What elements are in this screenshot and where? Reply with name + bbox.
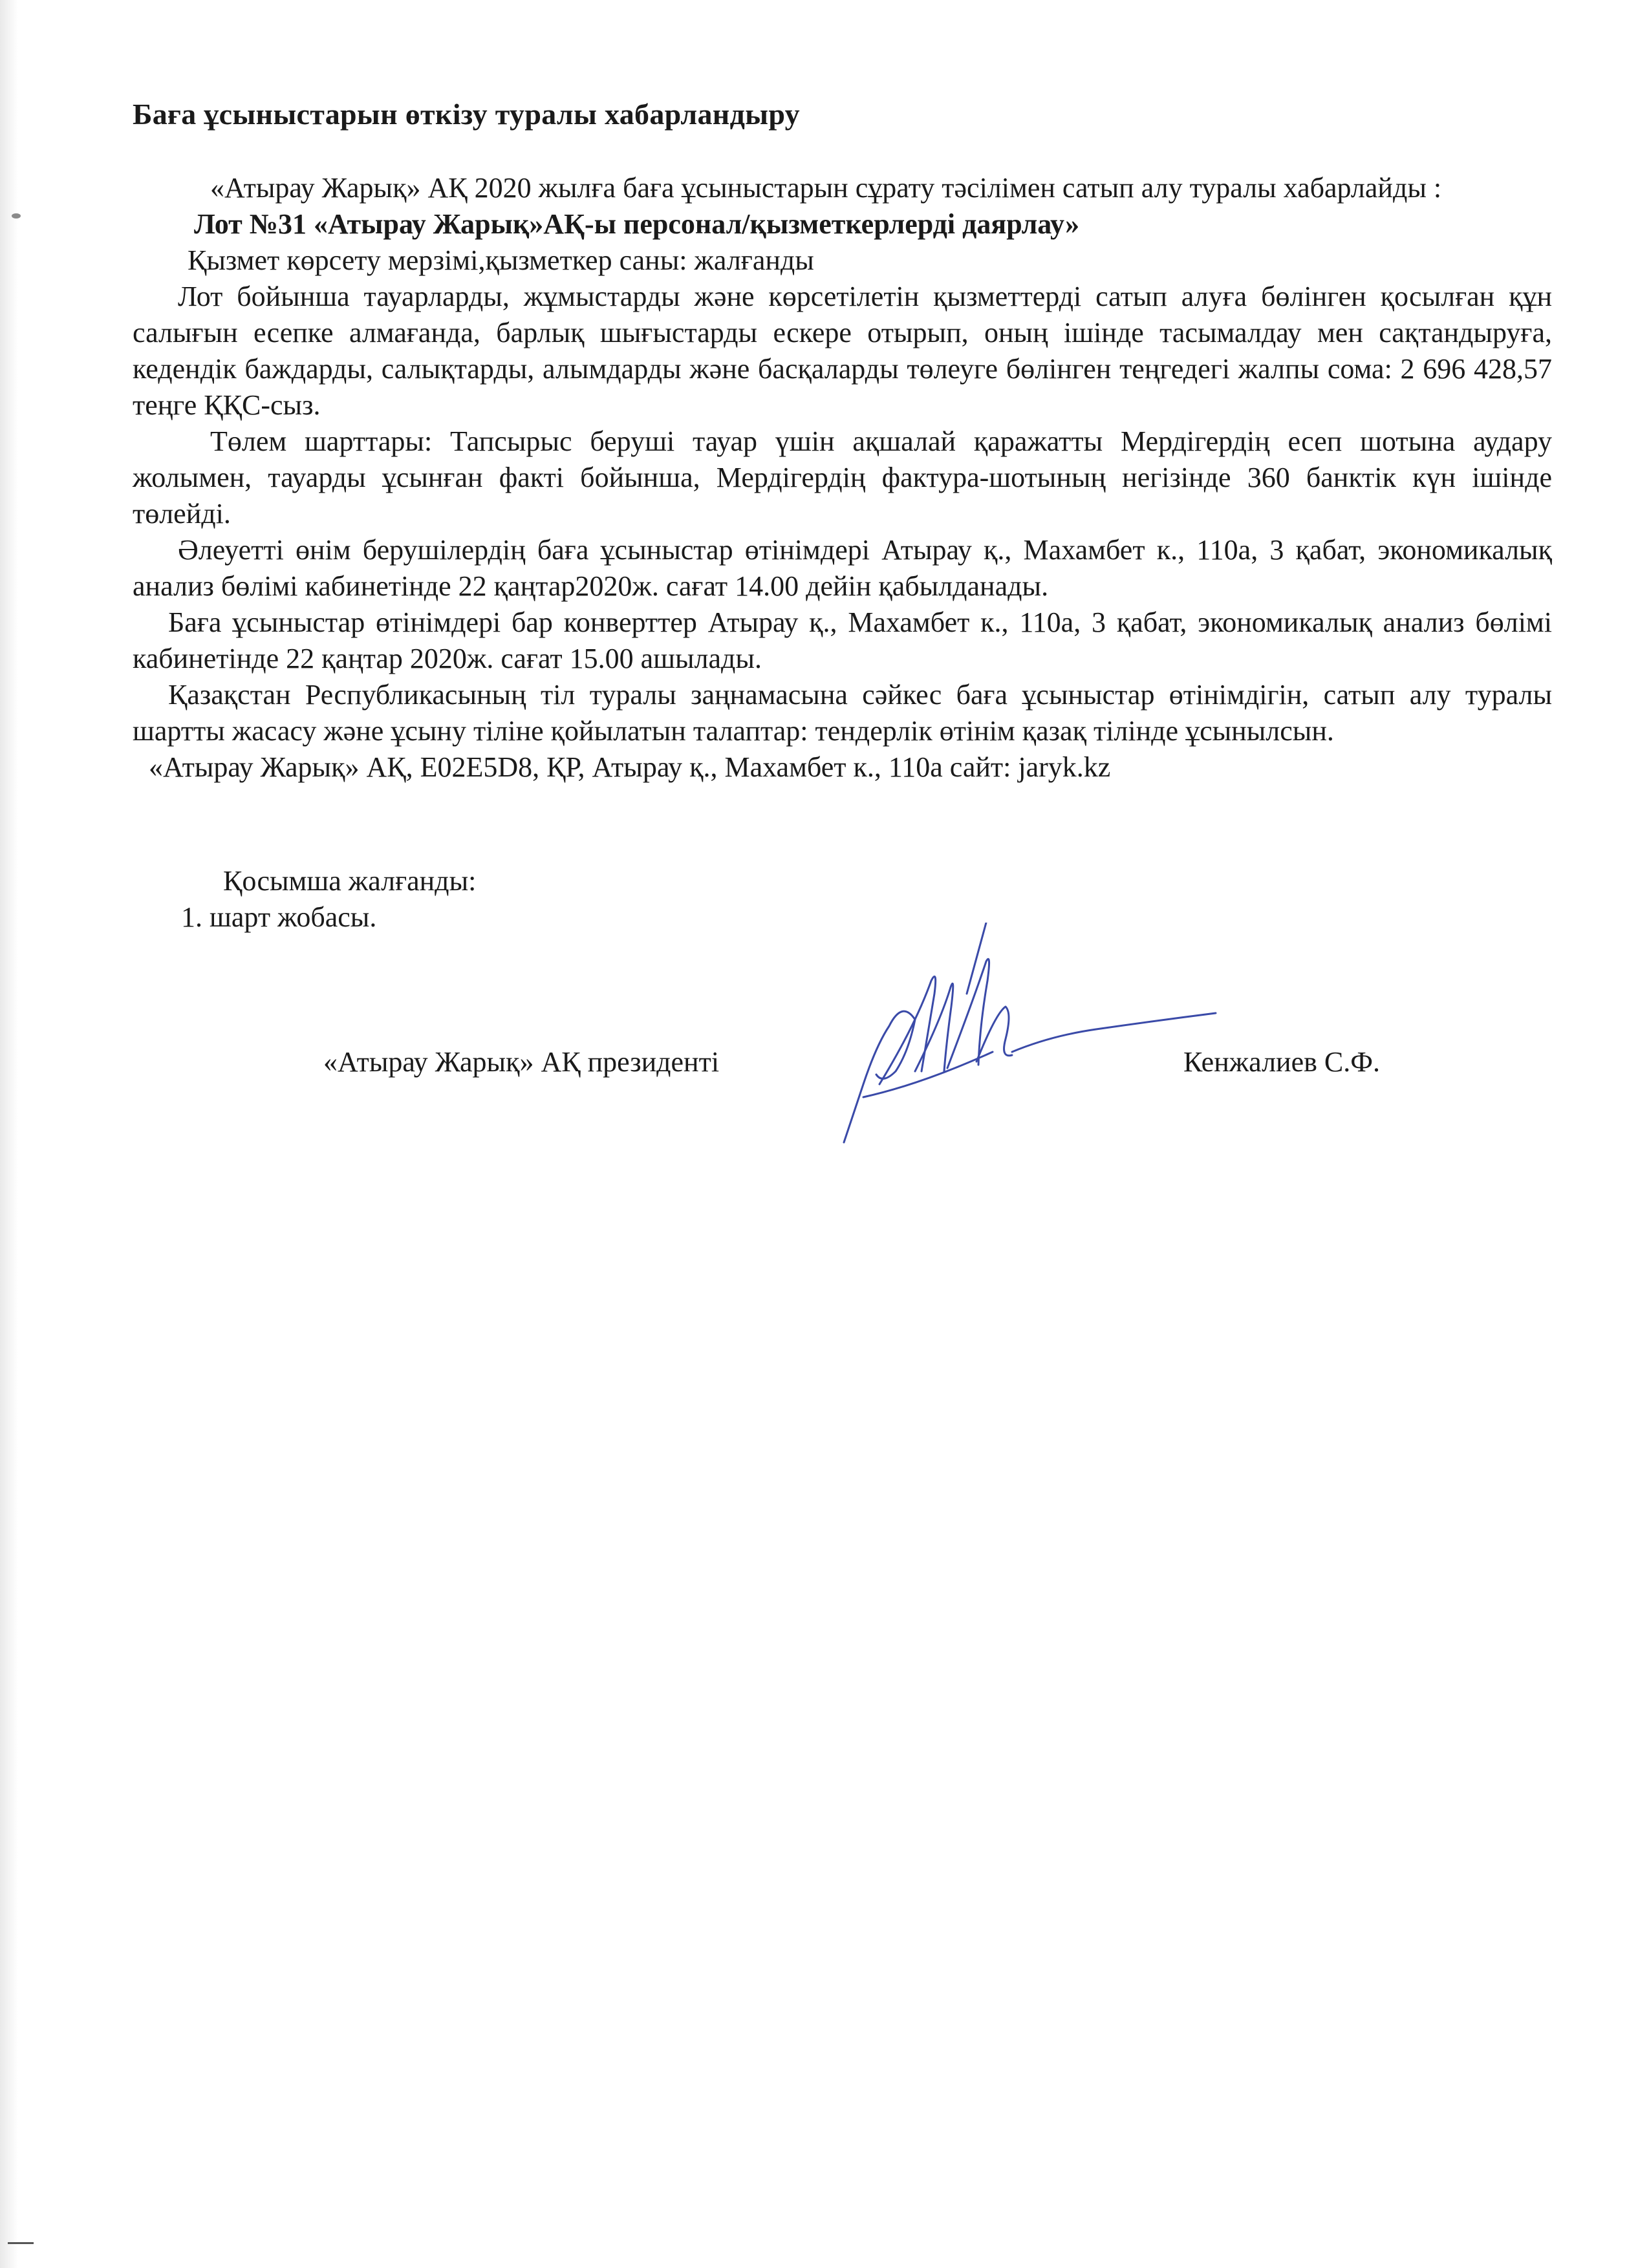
signatory-position: «Атырау Жарық» АҚ президенті bbox=[323, 1046, 720, 1078]
signatory-name: Кенжалиев С.Ф. bbox=[1183, 1046, 1380, 1078]
attachment-item: 1. шарт жобасы. bbox=[181, 901, 377, 933]
lot-title: Лот №31 «Атырау Жарық»АҚ-ы персонал/қызметкерлерді даярлау» bbox=[194, 208, 1080, 240]
handwritten-signature bbox=[818, 923, 1219, 1155]
attachment-heading: Қосымша жалғанды: bbox=[223, 865, 477, 897]
scan-artifact-dot bbox=[12, 213, 21, 219]
intro-paragraph: «Атырау Жарық» АҚ 2020 жылға баға ұсыныстарын сұрату тәсілімен сатып алу туралы хабарлайды : bbox=[210, 172, 1442, 204]
amount-paragraph: Лот бойынша тауарларды, жұмыстарды және көрсетілетін қызметтерді сатып алуға бөлінген қосылған құн салығын есепке алмағанда, барлық шығыстарды ескере отырып, оның ішінде тасымалдау мен сақтандыруға, кедендік баждарды, салықтарды, алымдарды және басқаларды төлеуге бөлінген теңгедегі жалпы сома: 2 696 428,57 теңге ҚҚС-сыз. bbox=[133, 281, 1552, 421]
signature-block bbox=[133, 1000, 1552, 1168]
document-title: Баға ұсыныстарын өткізу туралы хабарландыру bbox=[133, 98, 800, 131]
opening-paragraph: Баға ұсыныстар өтінімдері бар конверттер Атырау қ., Махамбет к., 110а, 3 қабат, экономикалық анализ бөлімі кабинетінде 22 қаңтар 2020ж. сағат 15.00 ашылады. bbox=[133, 606, 1552, 674]
language-requirements-paragraph: Қазақстан Республикасының тіл туралы заңнамасына сәйкес баға ұсыныстар өтінімдігін, сатып алу туралы шартты жасасу және ұсыну тіліне қойылатын талаптар: тендерлік өтінім қазақ тілінде ұсынылсын. bbox=[133, 679, 1552, 747]
scan-page-edge bbox=[0, 0, 18, 2268]
payment-terms-paragraph: Төлем шарттары: Тапсырыс беруші тауар үшін ақшалай қаражатты Мердігердің есеп шотына аудару жолымен, тауарды ұсынған факті бойынша, Мердігердің фактура-шотының негізінде 360 банктік күн ішінде төлейді. bbox=[133, 425, 1552, 530]
submission-paragraph: Әлеуетті өнім берушілердің баға ұсыныстар өтінімдері Атырау қ., Махамбет к., 110а, 3 қабат, экономикалық анализ бөлімі кабинетінде 22 қаңтар2020ж. сағат 14.00 дейін қабылданады. bbox=[133, 534, 1552, 602]
service-term-line: Қызмет көрсету мерзімі,қызметкер саны: жалғанды bbox=[188, 244, 814, 276]
company-address-line: «Атырау Жарық» АҚ, E02E5D8, ҚР, Атырау қ., Махамбет к., 110а сайт: jaryk.kz bbox=[149, 751, 1111, 783]
scan-artifact-mark bbox=[8, 2242, 34, 2244]
announcement-document bbox=[133, 97, 1552, 1168]
